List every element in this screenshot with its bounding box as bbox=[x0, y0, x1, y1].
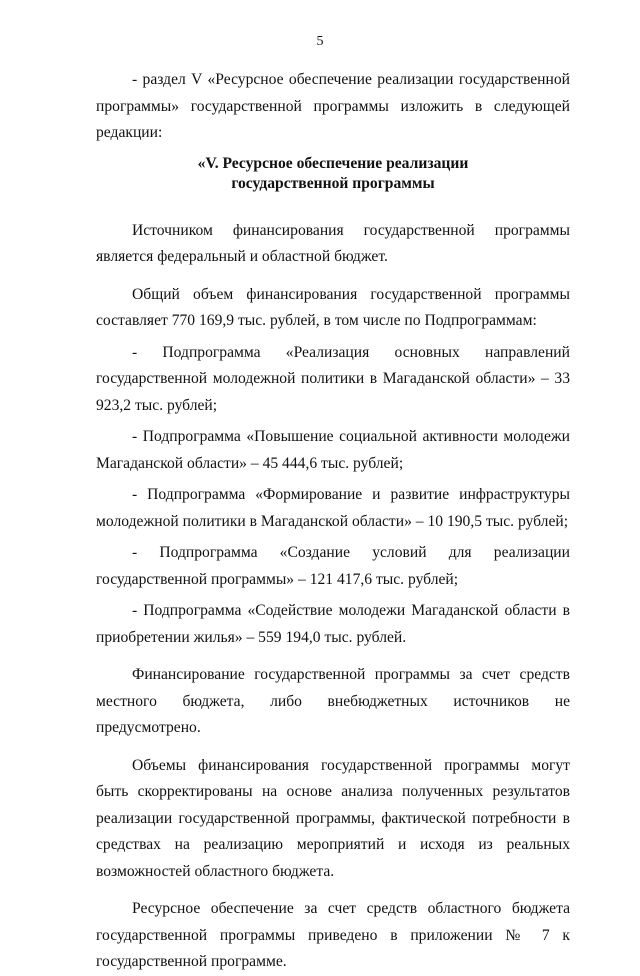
paragraph-appendix-reference: Ресурсное обеспечение за счет средств областного бюджета государственной программы приведено в приложении № 7 к государственной программе. bbox=[96, 900, 570, 970]
section-title-line-2: государственной программы bbox=[231, 174, 435, 192]
document-body bbox=[96, 0, 570, 976]
paragraph-total-volume: Общий объем финансирования государственной программы составляет 770 169,9 тыс. рублей, в том числе по Подпрограммам: bbox=[96, 285, 570, 329]
intro-paragraph: - раздел V «Ресурсное обеспечение реализации государственной программы» государственной программы изложить в следующей редакции: bbox=[96, 71, 570, 141]
section-title bbox=[96, 154, 570, 194]
paragraph-funding-sources: Источником финансирования государственной программы является федеральный и областной бюджет. bbox=[96, 221, 570, 265]
paragraph-adjustment: Объемы финансирования государственной программы могут быть скорректированы на основе анализа полученных результатов реализации государственной программы, фактической потребности в средствах на реализацию мероприятий и исходя из реальных возможностей областного бюджета. bbox=[96, 756, 570, 880]
subprogram-item-4: - Подпрограмма «Создание условий для реализации государственной программы» – 121 417,6 тыс. рублей; bbox=[96, 544, 570, 588]
section-title-line-1: «V. Ресурсное обеспечение реализации bbox=[197, 154, 469, 172]
subprogram-item-1: - Подпрограмма «Реализация основных направлений государственной молодежной политики в Магаданской области» – 33 923,2 тыс. рублей; bbox=[96, 343, 570, 414]
subprogram-item-5: - Подпрограмма «Содействие молодежи Магаданской области в приобретении жилья» – 559 194,0 тыс. рублей. bbox=[96, 602, 570, 646]
subprogram-item-2: - Подпрограмма «Повышение социальной активности молодежи Магаданской области» – 45 444,6 тыс. рублей; bbox=[96, 428, 570, 472]
paragraph-local-budget: Финансирование государственной программы за счет средств местного бюджета, либо внебюджетных источников не предусмотрено. bbox=[96, 666, 570, 736]
subprogram-item-3: - Подпрограмма «Формирование и развитие инфраструктуры молодежной политики в Магаданской области» – 10 190,5 тыс. рублей; bbox=[96, 486, 570, 530]
page-number: 5 bbox=[316, 34, 324, 49]
